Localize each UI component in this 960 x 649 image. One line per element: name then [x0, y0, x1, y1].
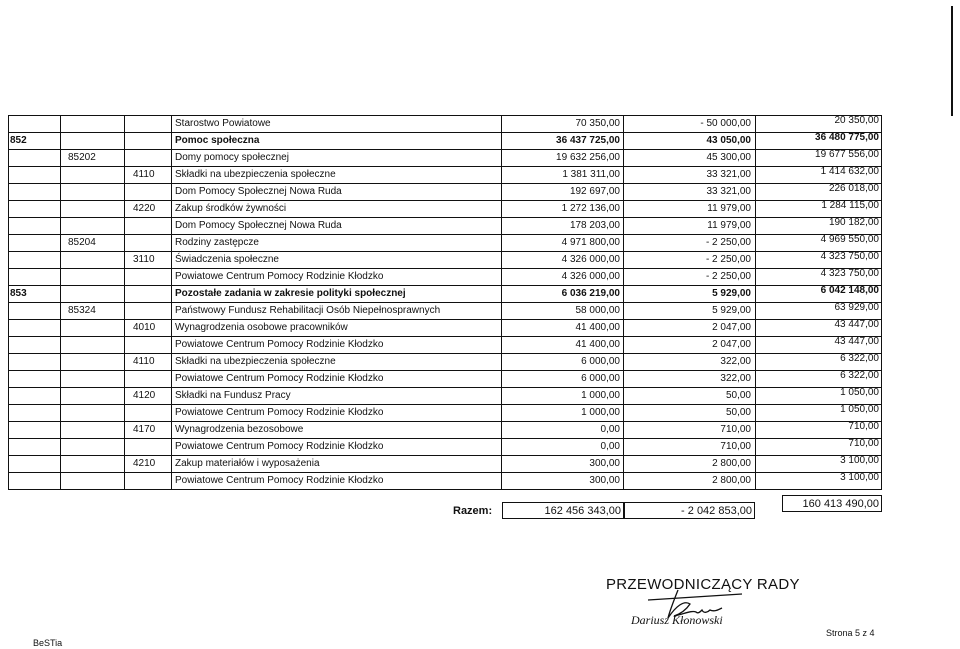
row-po-zmianie: 6 322,00	[840, 370, 879, 381]
page-edge-line	[951, 6, 953, 116]
row-po-zmianie: 710,00	[848, 421, 879, 432]
table-row-rule	[8, 132, 882, 133]
row-zmiana: 33 321,00	[706, 169, 751, 180]
row-plan: 19 632 256,00	[556, 152, 620, 163]
row-po-zmianie: 710,00	[848, 438, 879, 449]
row-name: Wynagrodzenia bezosobowe	[175, 424, 304, 435]
row-po-zmianie: 6 042 148,00	[820, 285, 879, 296]
row-plan: 41 400,00	[575, 322, 620, 333]
row-paragraf: 4120	[133, 390, 156, 401]
row-name: Powiatowe Centrum Pomocy Rodzinie Kłodzko	[175, 373, 384, 384]
table-column-rule	[60, 115, 61, 490]
row-zmiana: 11 979,00	[707, 220, 751, 231]
row-paragraf: 4210	[133, 458, 156, 469]
table-column-rule	[881, 115, 882, 490]
total-zmiana: - 2 042 853,00	[681, 505, 752, 517]
row-name: Składki na Fundusz Pracy	[175, 390, 291, 401]
row-plan: 1 000,00	[581, 407, 620, 418]
row-zmiana: 322,00	[720, 373, 751, 384]
row-zmiana: 2 047,00	[712, 339, 751, 350]
signature-title: PRZEWODNICZĄCY RADY	[606, 576, 800, 593]
row-po-zmianie: 20 350,00	[834, 115, 879, 126]
row-name: Dom Pomocy Społecznej Nowa Ruda	[175, 186, 342, 197]
row-name: Wynagrodzenia osobowe pracowników	[175, 322, 348, 333]
row-name: Starostwo Powiatowe	[175, 118, 271, 129]
row-plan: 0,00	[600, 441, 620, 452]
row-dzial: 853	[10, 288, 27, 299]
row-zmiana: - 2 250,00	[705, 271, 751, 282]
row-po-zmianie: 36 480 775,00	[815, 132, 879, 143]
table-column-rule	[8, 115, 9, 490]
table-row-rule	[8, 251, 882, 252]
row-po-zmianie: 4 323 750,00	[820, 268, 879, 279]
row-plan: 0,00	[600, 424, 620, 435]
row-po-zmianie: 1 284 115,00	[821, 200, 879, 211]
row-dzial: 852	[10, 135, 27, 146]
row-plan: 300,00	[589, 475, 620, 486]
row-po-zmianie: 1 050,00	[840, 387, 879, 398]
table-row-rule	[8, 438, 882, 439]
table-column-rule	[755, 115, 756, 490]
row-name: Powiatowe Centrum Pomocy Rodzinie Kłodzko	[175, 271, 384, 282]
row-po-zmianie: 4 969 550,00	[820, 234, 879, 245]
row-name: Zakup materiałów i wyposażenia	[175, 458, 320, 469]
row-plan: 192 697,00	[569, 186, 620, 197]
row-po-zmianie: 190 182,00	[828, 217, 879, 228]
total-label: Razem:	[453, 505, 493, 517]
row-name: Świadczenia społeczne	[175, 254, 279, 265]
table-row-rule	[8, 404, 882, 405]
row-zmiana: 45 300,00	[706, 152, 751, 163]
row-plan: 300,00	[589, 458, 620, 469]
footer-software-name: BeSTia	[33, 638, 63, 648]
row-rozdzial: 85202	[68, 152, 96, 163]
table-row-rule	[8, 421, 882, 422]
row-name: Rodziny zastępcze	[175, 237, 259, 248]
table-row-rule	[8, 200, 882, 201]
footer-page-number: Strona 5 z 4	[826, 628, 875, 638]
row-name: Powiatowe Centrum Pomocy Rodzinie Kłodzko	[175, 407, 384, 418]
row-name: Pomoc społeczna	[175, 135, 260, 146]
row-zmiana: 2 800,00	[712, 475, 751, 486]
table-row-rule	[8, 285, 882, 286]
row-name: Pozostałe zadania w zakresie polityki społecznej	[175, 288, 406, 299]
row-po-zmianie: 226 018,00	[828, 183, 879, 194]
row-plan: 1 272 136,00	[561, 203, 620, 214]
total-plan: 162 456 343,00	[544, 505, 621, 517]
row-name: Dom Pomocy Społecznej Nowa Ruda	[175, 220, 342, 231]
table-column-rule	[171, 115, 172, 490]
table-row-rule	[8, 183, 882, 184]
row-paragraf: 4220	[133, 203, 156, 214]
row-po-zmianie: 1 414 632,00	[820, 166, 879, 177]
row-zmiana: 710,00	[720, 441, 751, 452]
row-paragraf: 4170	[133, 424, 156, 435]
row-zmiana: 5 929,00	[712, 288, 751, 299]
table-row-rule	[8, 472, 882, 473]
table-row-rule	[8, 302, 882, 303]
table-row-rule	[8, 319, 882, 320]
table-row-rule	[8, 455, 882, 456]
total-po-zmianie: 160 413 490,00	[802, 498, 879, 510]
table-row-rule	[8, 387, 882, 388]
table-column-rule	[124, 115, 125, 490]
row-name: Powiatowe Centrum Pomocy Rodzinie Kłodzko	[175, 441, 384, 452]
row-zmiana: 710,00	[720, 424, 751, 435]
row-zmiana: 11 979,00	[707, 203, 751, 214]
table-row-rule	[8, 234, 882, 235]
row-plan: 36 437 725,00	[556, 135, 620, 146]
row-name: Powiatowe Centrum Pomocy Rodzinie Kłodzko	[175, 339, 384, 350]
row-rozdzial: 85324	[68, 305, 96, 316]
row-po-zmianie: 63 929,00	[834, 302, 879, 313]
row-name: Państwowy Fundusz Rehabilitacji Osób Niepełnosprawnych	[175, 305, 441, 316]
row-plan: 1 000,00	[581, 390, 620, 401]
table-row-rule	[8, 217, 882, 218]
row-paragraf: 3110	[133, 254, 155, 265]
row-plan: 70 350,00	[575, 118, 620, 129]
row-name: Powiatowe Centrum Pomocy Rodzinie Kłodzko	[175, 475, 384, 486]
row-paragraf: 4110	[133, 356, 155, 367]
row-zmiana: 43 050,00	[706, 135, 751, 146]
row-name: Składki na ubezpieczenia społeczne	[175, 169, 336, 180]
row-plan: 6 000,00	[581, 356, 620, 367]
row-plan: 1 381 311,00	[562, 169, 620, 180]
row-plan: 4 971 800,00	[561, 237, 620, 248]
row-paragraf: 4110	[133, 169, 155, 180]
row-plan: 178 203,00	[569, 220, 620, 231]
table-row-rule	[8, 115, 882, 116]
row-po-zmianie: 3 100,00	[840, 472, 879, 483]
row-po-zmianie: 4 323 750,00	[820, 251, 879, 262]
row-zmiana: - 2 250,00	[705, 254, 751, 265]
row-plan: 4 326 000,00	[561, 254, 620, 265]
row-zmiana: 2 047,00	[712, 322, 751, 333]
row-zmiana: - 2 250,00	[705, 237, 751, 248]
row-name: Domy pomocy społecznej	[175, 152, 289, 163]
row-po-zmianie: 1 050,00	[840, 404, 879, 415]
row-plan: 41 400,00	[575, 339, 620, 350]
row-zmiana: 50,00	[725, 390, 751, 401]
row-zmiana: 2 800,00	[712, 458, 751, 469]
row-zmiana: - 50 000,00	[700, 118, 751, 129]
row-plan: 58 000,00	[575, 305, 620, 316]
row-zmiana: 322,00	[720, 356, 751, 367]
table-column-rule	[623, 115, 624, 490]
row-po-zmianie: 3 100,00	[840, 455, 879, 466]
row-paragraf: 4010	[133, 322, 156, 333]
table-row-rule	[8, 353, 882, 354]
table-row-rule	[8, 336, 882, 337]
row-name: Zakup środków żywności	[175, 203, 287, 214]
row-zmiana: 50,00	[725, 407, 751, 418]
table-column-rule	[501, 115, 502, 490]
table-row-rule	[8, 149, 882, 150]
table-row-rule	[8, 370, 882, 371]
row-po-zmianie: 6 322,00	[840, 353, 879, 364]
row-plan: 6 036 219,00	[561, 288, 620, 299]
row-zmiana: 5 929,00	[712, 305, 751, 316]
row-po-zmianie: 19 677 556,00	[815, 149, 879, 160]
table-row-rule	[8, 489, 882, 490]
row-rozdzial: 85204	[68, 237, 96, 248]
row-name: Składki na ubezpieczenia społeczne	[175, 356, 336, 367]
row-plan: 4 326 000,00	[561, 271, 620, 282]
row-po-zmianie: 43 447,00	[834, 319, 879, 330]
row-plan: 6 000,00	[581, 373, 620, 384]
row-zmiana: 33 321,00	[706, 186, 751, 197]
table-row-rule	[8, 166, 882, 167]
row-po-zmianie: 43 447,00	[834, 336, 879, 347]
signature-name: Dariusz Kłonowski	[631, 613, 723, 627]
table-row-rule	[8, 268, 882, 269]
